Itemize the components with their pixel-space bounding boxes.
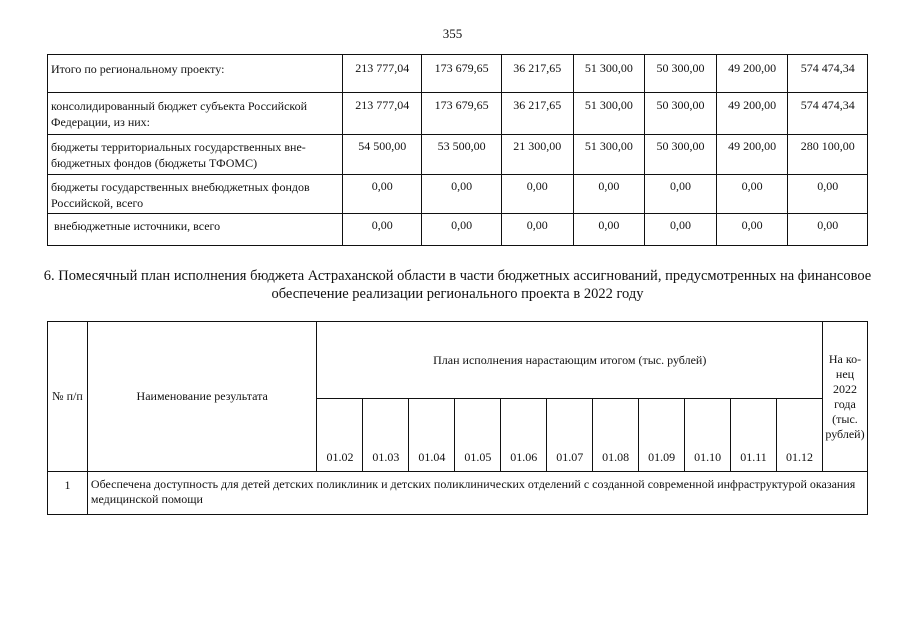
month-header: 01.03 bbox=[363, 399, 409, 472]
budget-value-cell: 0,00 bbox=[343, 214, 422, 246]
budget-value-cell: 0,00 bbox=[645, 175, 717, 214]
month-header: 01.11 bbox=[731, 399, 777, 472]
budget-value-cell: 213 777,04 bbox=[343, 93, 422, 135]
month-header: 01.09 bbox=[639, 399, 685, 472]
budget-value-cell: 51 300,00 bbox=[573, 93, 645, 135]
budget-value-cell: 0,00 bbox=[645, 214, 717, 246]
budget-row bbox=[48, 135, 868, 175]
budget-value-cell: 0,00 bbox=[716, 175, 788, 214]
row-number: 1 bbox=[48, 472, 88, 515]
header-plan-execution: План исполнения нарастающим итогом (тыс. рублей) bbox=[317, 322, 822, 399]
budget-value-cell: 50 300,00 bbox=[645, 135, 717, 175]
budget-value-cell: 50 300,00 bbox=[645, 55, 717, 93]
budget-value-cell: 213 777,04 bbox=[343, 55, 422, 93]
page-number: 355 bbox=[442, 26, 463, 41]
header-year-end: На ко-нец 2022 года (тыс. рублей) bbox=[822, 322, 867, 472]
month-header: 01.07 bbox=[547, 399, 593, 472]
result-description: Обеспечена доступность для детей детских поликлиник и детских поликлинических отделений с созданной современной инфраструктурой оказания медицинской помощи bbox=[87, 472, 867, 515]
budget-row bbox=[48, 214, 868, 246]
month-header: 01.12 bbox=[777, 399, 823, 472]
budget-value-cell: 49 200,00 bbox=[716, 93, 788, 135]
budget-value-cell: 280 100,00 bbox=[788, 135, 868, 175]
budget-value-cell: 0,00 bbox=[788, 214, 868, 246]
budget-row bbox=[48, 93, 868, 135]
budget-row bbox=[48, 175, 868, 214]
budget-value-cell: 0,00 bbox=[422, 175, 501, 214]
budget-value-cell: 50 300,00 bbox=[645, 93, 717, 135]
budget-value-cell: 574 474,34 bbox=[788, 55, 868, 93]
budget-value-cell: 36 217,65 bbox=[501, 93, 573, 135]
budget-value-cell: 49 200,00 bbox=[716, 55, 788, 93]
budget-value-cell: 54 500,00 bbox=[343, 135, 422, 175]
monthly-plan-table bbox=[47, 321, 868, 515]
budget-row-label: бюджеты территориальных государственных вне-бюджетных фондов (бюджеты ТФОМС) bbox=[48, 135, 343, 175]
budget-value-cell: 51 300,00 bbox=[573, 135, 645, 175]
budget-value-cell: 0,00 bbox=[343, 175, 422, 214]
budget-value-cell: 0,00 bbox=[501, 214, 573, 246]
budget-value-cell: 173 679,65 bbox=[422, 55, 501, 93]
budget-row-label: внебюджетные источники, всего bbox=[48, 214, 343, 246]
budget-value-cell: 51 300,00 bbox=[573, 55, 645, 93]
budget-table bbox=[47, 54, 868, 246]
budget-value-cell: 0,00 bbox=[422, 214, 501, 246]
budget-row bbox=[48, 55, 868, 93]
table-row bbox=[48, 472, 868, 515]
budget-value-cell: 21 300,00 bbox=[501, 135, 573, 175]
budget-value-cell: 0,00 bbox=[501, 175, 573, 214]
budget-value-cell: 0,00 bbox=[716, 214, 788, 246]
budget-row-label: консолидированный бюджет субъекта Российской Федерации, из них: bbox=[48, 93, 343, 135]
month-header: 01.04 bbox=[409, 399, 455, 472]
month-header: 01.02 bbox=[317, 399, 363, 472]
header-result-name: Наименование результата bbox=[87, 322, 317, 472]
budget-value-cell: 574 474,34 bbox=[788, 93, 868, 135]
plan-header-row bbox=[48, 322, 868, 399]
budget-value-cell: 0,00 bbox=[573, 214, 645, 246]
section-title: 6. Помесячный план исполнения бюджета Астраханской области в части бюджетных ассигнований, предусмотренных на финансовое обеспечение реализации регионального проекта в 2022 году bbox=[43, 268, 872, 302]
header-row-number: № п/п bbox=[48, 322, 88, 472]
budget-value-cell: 0,00 bbox=[573, 175, 645, 214]
budget-value-cell: 53 500,00 bbox=[422, 135, 501, 175]
budget-value-cell: 49 200,00 bbox=[716, 135, 788, 175]
budget-value-cell: 36 217,65 bbox=[501, 55, 573, 93]
month-header: 01.08 bbox=[593, 399, 639, 472]
budget-value-cell: 0,00 bbox=[788, 175, 868, 214]
month-header: 01.06 bbox=[501, 399, 547, 472]
month-header: 01.05 bbox=[455, 399, 501, 472]
budget-value-cell: 173 679,65 bbox=[422, 93, 501, 135]
budget-row-label: Итого по региональному проекту: bbox=[48, 55, 343, 93]
budget-row-label: бюджеты государственных внебюджетных фондов Российской, всего bbox=[48, 175, 343, 214]
month-header: 01.10 bbox=[685, 399, 731, 472]
